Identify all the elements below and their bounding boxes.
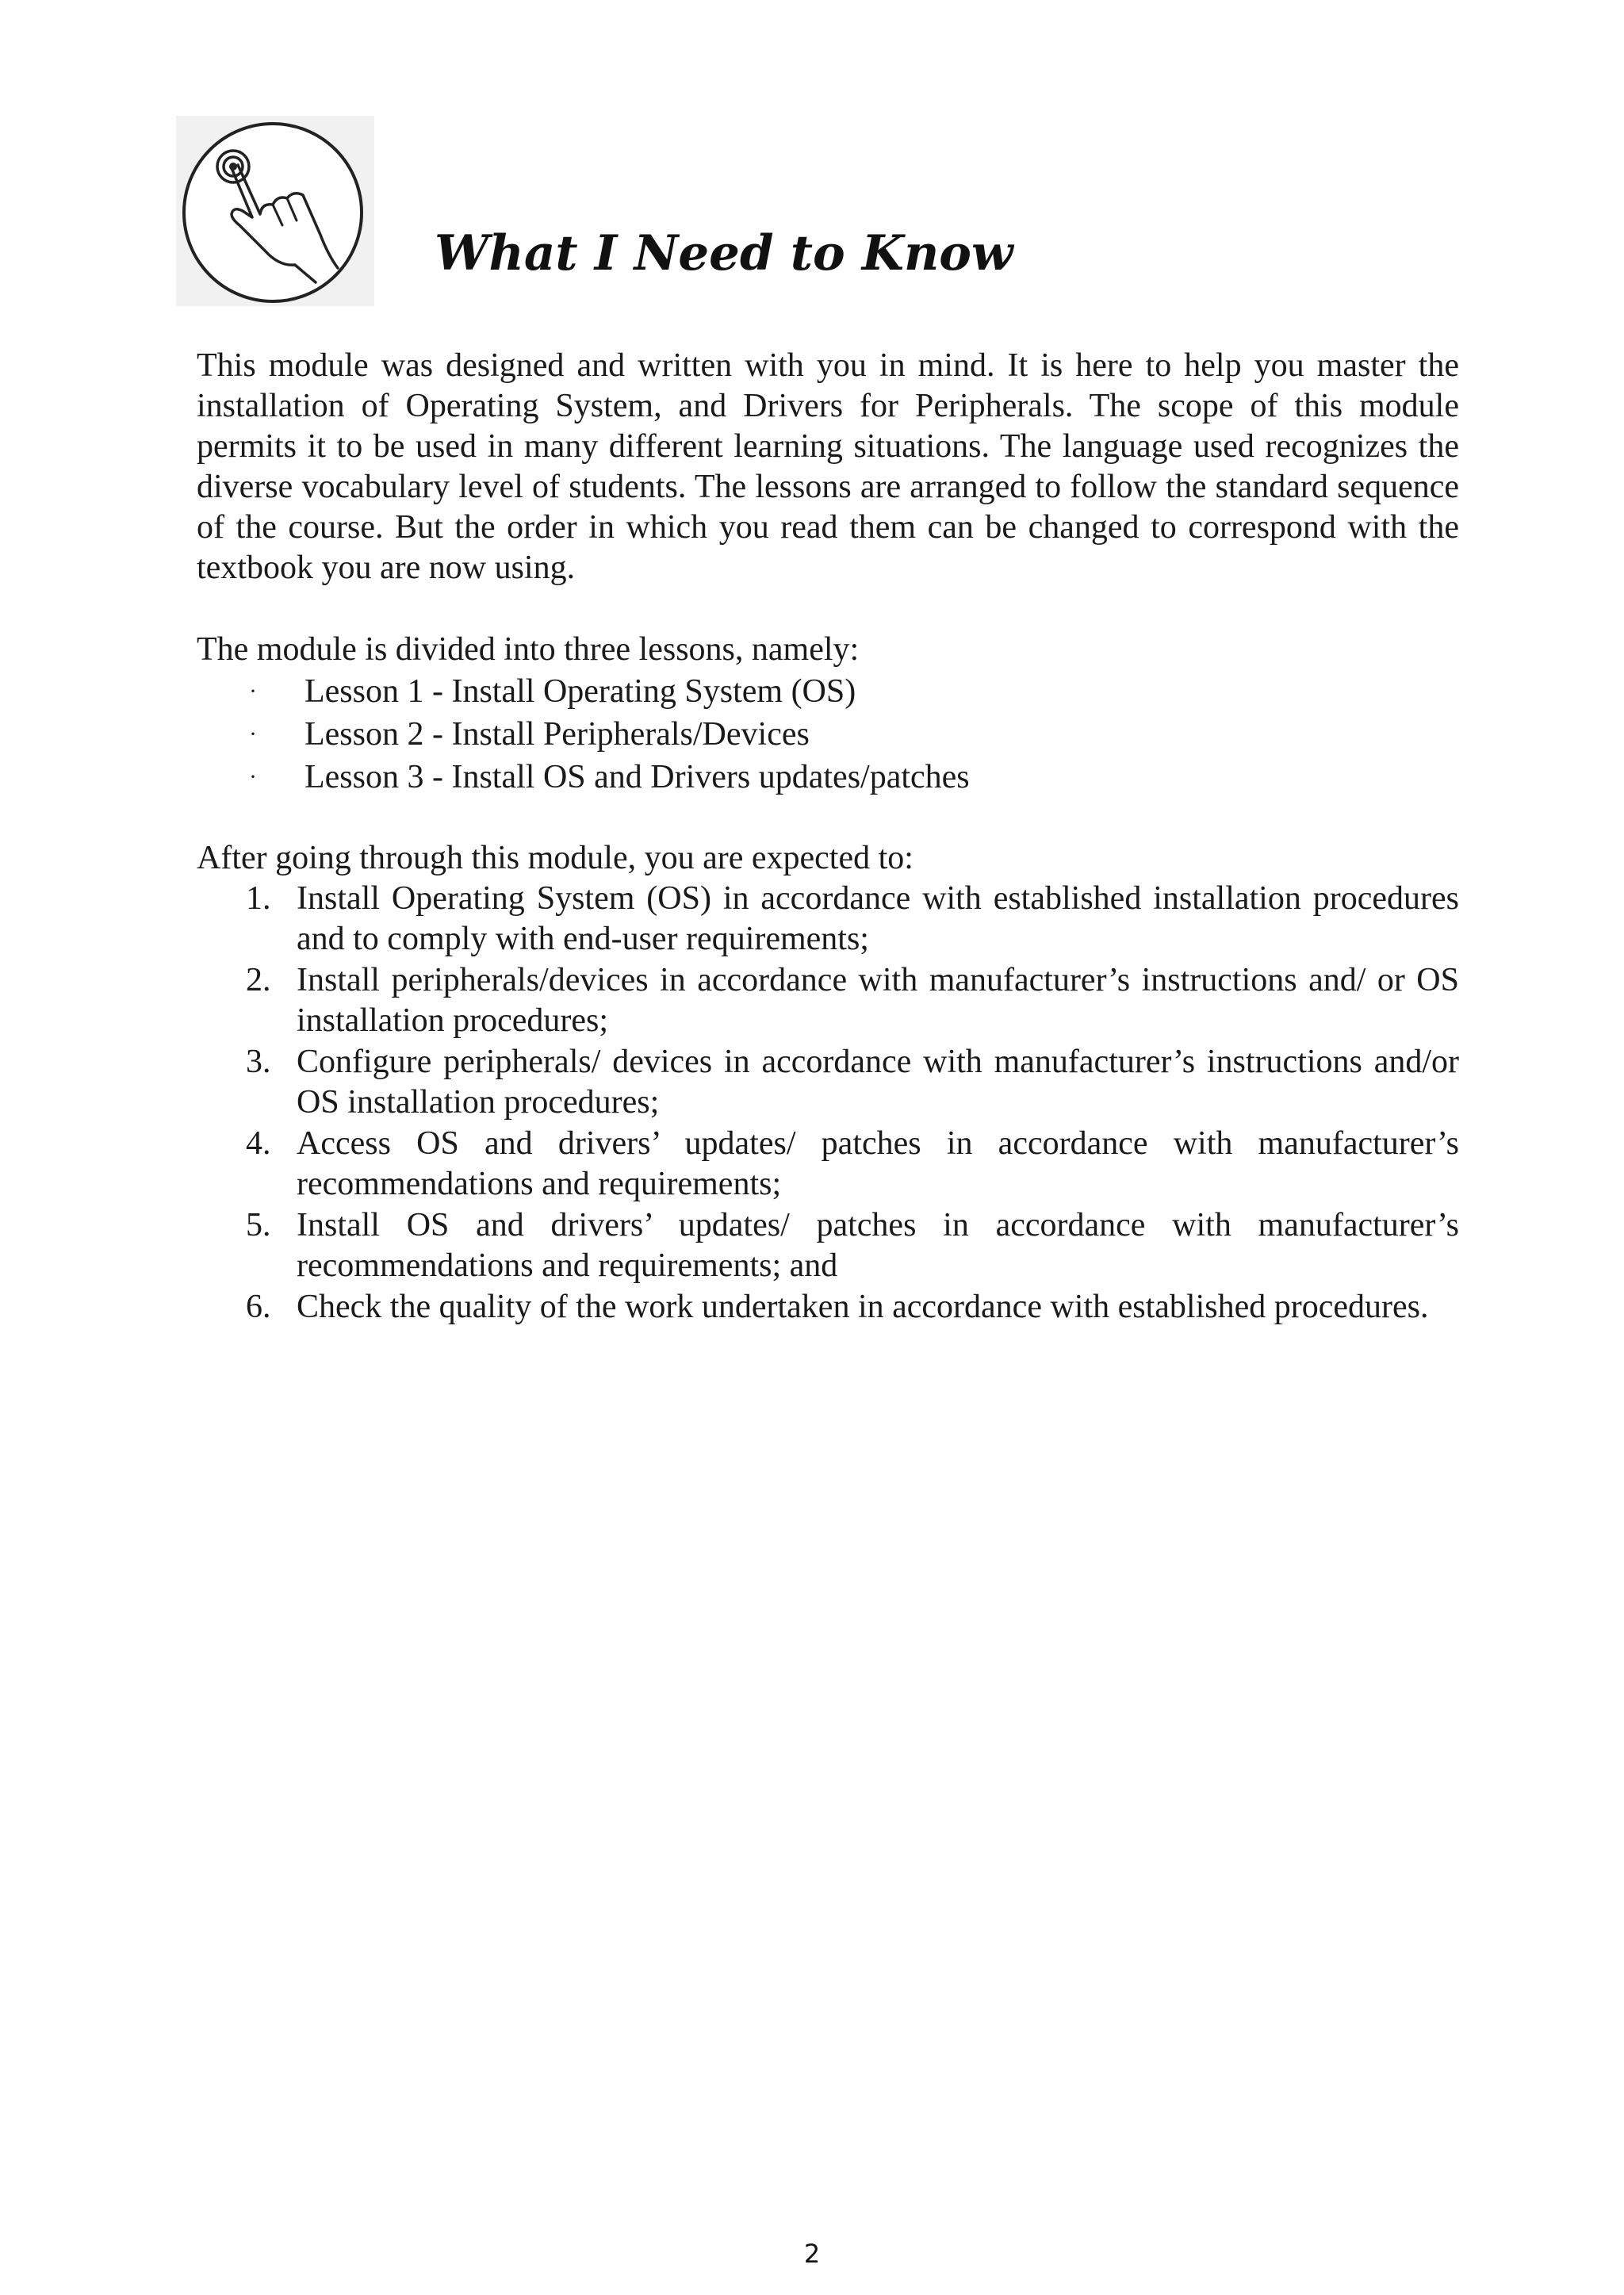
item-number: 6. [246, 1289, 271, 1325]
objective-text: Install OS and drivers’ updates/ patches in accordance with manufacturer’s recommendations and requirements; and [297, 1207, 1459, 1284]
bullet-marker: · [249, 764, 257, 790]
lessons-list [197, 670, 1459, 799]
list-item [197, 670, 1459, 713]
list-item [197, 756, 1459, 799]
list-item [197, 1042, 1459, 1123]
item-number: 2. [246, 962, 271, 998]
intro-paragraph: This module was designed and written with you in mind. It is here to help you master the installation of Operating System, and Drivers for Peripherals. The scope of this module permits it to be used in many different learning situations. The language used recognizes the diverse vocabulary level of students. The lessons are arranged to follow the standard sequence of the course. But the order in which you read them can be changed to correspond with the textbook you are now using. [197, 347, 1459, 586]
list-item [197, 879, 1459, 960]
lessons-intro: The module is divided into three lessons, namely: [197, 631, 860, 668]
list-item [197, 1287, 1459, 1328]
lesson-text: Lesson 3 - Install OS and Drivers updates/patches [304, 759, 970, 795]
pointing-hand-icon [176, 116, 374, 306]
list-item [197, 960, 1459, 1041]
item-number: 5. [246, 1207, 271, 1243]
lesson-text: Lesson 2 - Install Peripherals/Devices [304, 716, 810, 753]
main-content [197, 346, 1459, 1328]
objectives-intro: After going through this module, you are expected to: [197, 840, 914, 876]
page-title: What I Need to Know [435, 225, 1013, 282]
item-number: 4. [246, 1125, 271, 1162]
objective-text: Install Operating System (OS) in accordance with established installation procedures and to comply with end-user requirements; [297, 880, 1459, 957]
lesson-text: Lesson 1 - Install Operating System (OS) [304, 673, 856, 710]
objective-text: Access OS and drivers’ updates/ patches in accordance with manufacturer’s recommendations and requirements; [297, 1125, 1459, 1202]
objective-text: Install peripherals/devices in accordance with manufacturer’s instructions and/ or OS installation procedures; [297, 962, 1459, 1039]
objective-text: Configure peripherals/ devices in accordance with manufacturer’s instructions and/or OS installation procedures; [297, 1044, 1459, 1121]
item-number: 1. [246, 880, 271, 917]
item-number: 3. [246, 1044, 271, 1080]
page-number: 2 [803, 2239, 821, 2269]
bullet-marker: · [249, 678, 257, 704]
list-item [197, 713, 1459, 756]
objective-text: Check the quality of the work undertaken in accordance with established procedures. [297, 1289, 1429, 1325]
list-item [197, 1124, 1459, 1205]
list-item [197, 1205, 1459, 1286]
bullet-marker: · [249, 721, 257, 747]
objectives-list [197, 879, 1459, 1328]
